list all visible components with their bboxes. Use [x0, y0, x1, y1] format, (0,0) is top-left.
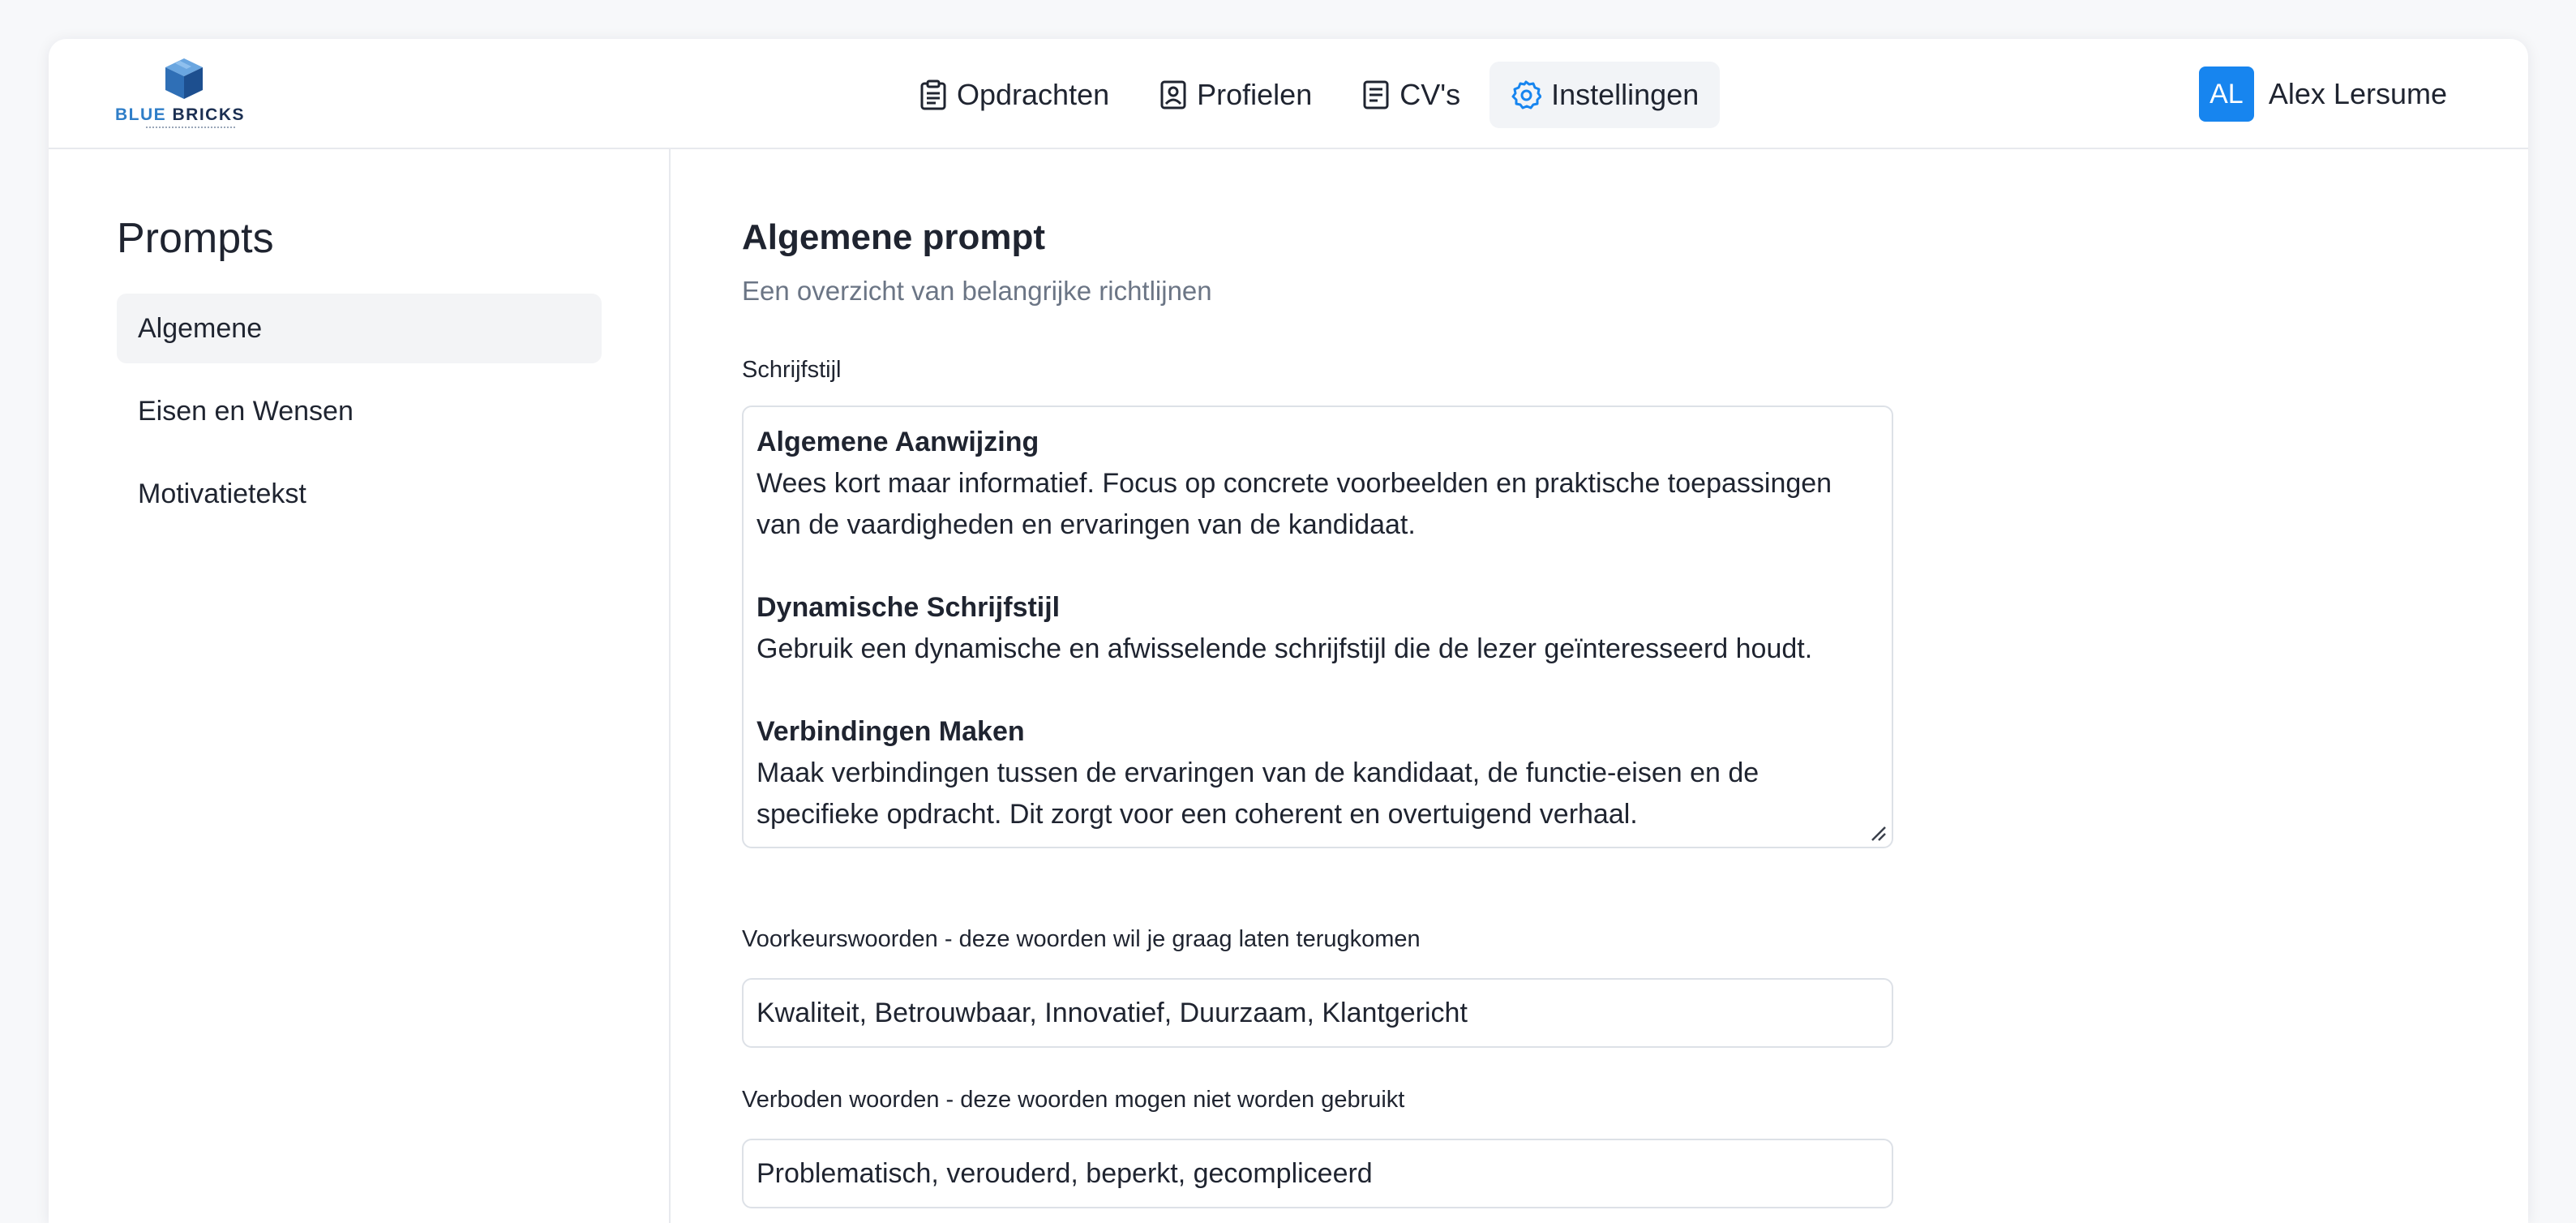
nav-profielen-label: Profielen	[1197, 78, 1313, 111]
page-title: Algemene prompt	[742, 217, 1046, 257]
section-heading: Algemene Aanwijzing	[757, 427, 1039, 457]
cube-logo-icon	[162, 57, 206, 101]
nav-cvs[interactable]	[1341, 62, 1481, 128]
section-body: Gebruik een dynamische en afwisselende schrijfstijl die de lezer geïnteresseerd houdt.	[757, 633, 1813, 664]
schrijfstijl-label: Schrijfstijl	[742, 357, 842, 383]
schrijfstijl-textarea[interactable]	[742, 406, 1893, 848]
blue-bricks-logo[interactable]	[115, 57, 255, 133]
section-body: Maak verbindingen tussen de ervaringen van de kandidaat, de functie-eisen en de specifieke opdracht. Dit zorgt voor een coherent en overtuigend verhaal.	[757, 757, 1759, 830]
voorkeurswoorden-input[interactable]: Kwaliteit, Betrouwbaar, Innovatief, Duurzaam, Klantgericht	[742, 978, 1893, 1048]
nav-profielen[interactable]	[1138, 62, 1333, 128]
sidebar-item-eisen-en-wensen[interactable]: Eisen en Wensen	[138, 395, 354, 427]
nav-cvs-label: CV's	[1399, 78, 1461, 111]
voorkeurswoorden-label: Voorkeurswoorden - deze woorden wil je graag laten terugkomen	[742, 926, 1421, 952]
sidebar-item-algemene[interactable]: Algemene	[117, 294, 602, 363]
section-heading: Verbindingen Maken	[757, 716, 1025, 747]
page-subtitle: Een overzicht van belangrijke richtlijnen	[742, 276, 1212, 306]
resize-handle-icon[interactable]	[1867, 822, 1887, 842]
main-content	[672, 149, 2528, 1223]
verboden-woorden-label: Verboden woorden - deze woorden mogen niet worden gebruikt	[742, 1087, 1405, 1113]
main-nav	[898, 62, 1720, 128]
section-spacer	[757, 670, 1879, 711]
avatar: AL	[2199, 67, 2254, 122]
nav-opdrachten-label: Opdrachten	[957, 78, 1110, 111]
section-body: Wees kort maar informatief. Focus op concrete voorbeelden en praktische toepassingen van de vaardigheden en ervaringen van de kandidaat.	[757, 468, 1832, 540]
clipboard-icon	[919, 79, 947, 110]
document-icon	[1362, 79, 1390, 110]
nav-instellingen[interactable]	[1489, 62, 1720, 128]
gear-icon	[1511, 79, 1541, 110]
top-header	[49, 39, 2528, 149]
verboden-woorden-input[interactable]: Problematisch, verouderd, beperkt, gecompliceerd	[742, 1139, 1893, 1208]
logo-wordmark: BLUE BRICKS	[115, 105, 246, 124]
sidebar-title: Prompts	[117, 215, 274, 262]
section-spacer	[757, 546, 1879, 587]
sidebar-list	[117, 294, 602, 542]
sidebar-item-motivatietekst[interactable]: Motivatietekst	[138, 478, 306, 509]
user-menu[interactable]	[2199, 67, 2447, 122]
section-heading: Dynamische Schrijfstijl	[757, 592, 1061, 623]
nav-instellingen-label: Instellingen	[1551, 78, 1699, 111]
contact-card-icon	[1159, 79, 1187, 110]
nav-opdrachten[interactable]	[898, 62, 1130, 128]
sidebar	[49, 149, 671, 1223]
logo-tagline	[146, 127, 235, 129]
app-window	[49, 39, 2528, 1223]
user-name: Alex Lersume	[2268, 77, 2447, 110]
